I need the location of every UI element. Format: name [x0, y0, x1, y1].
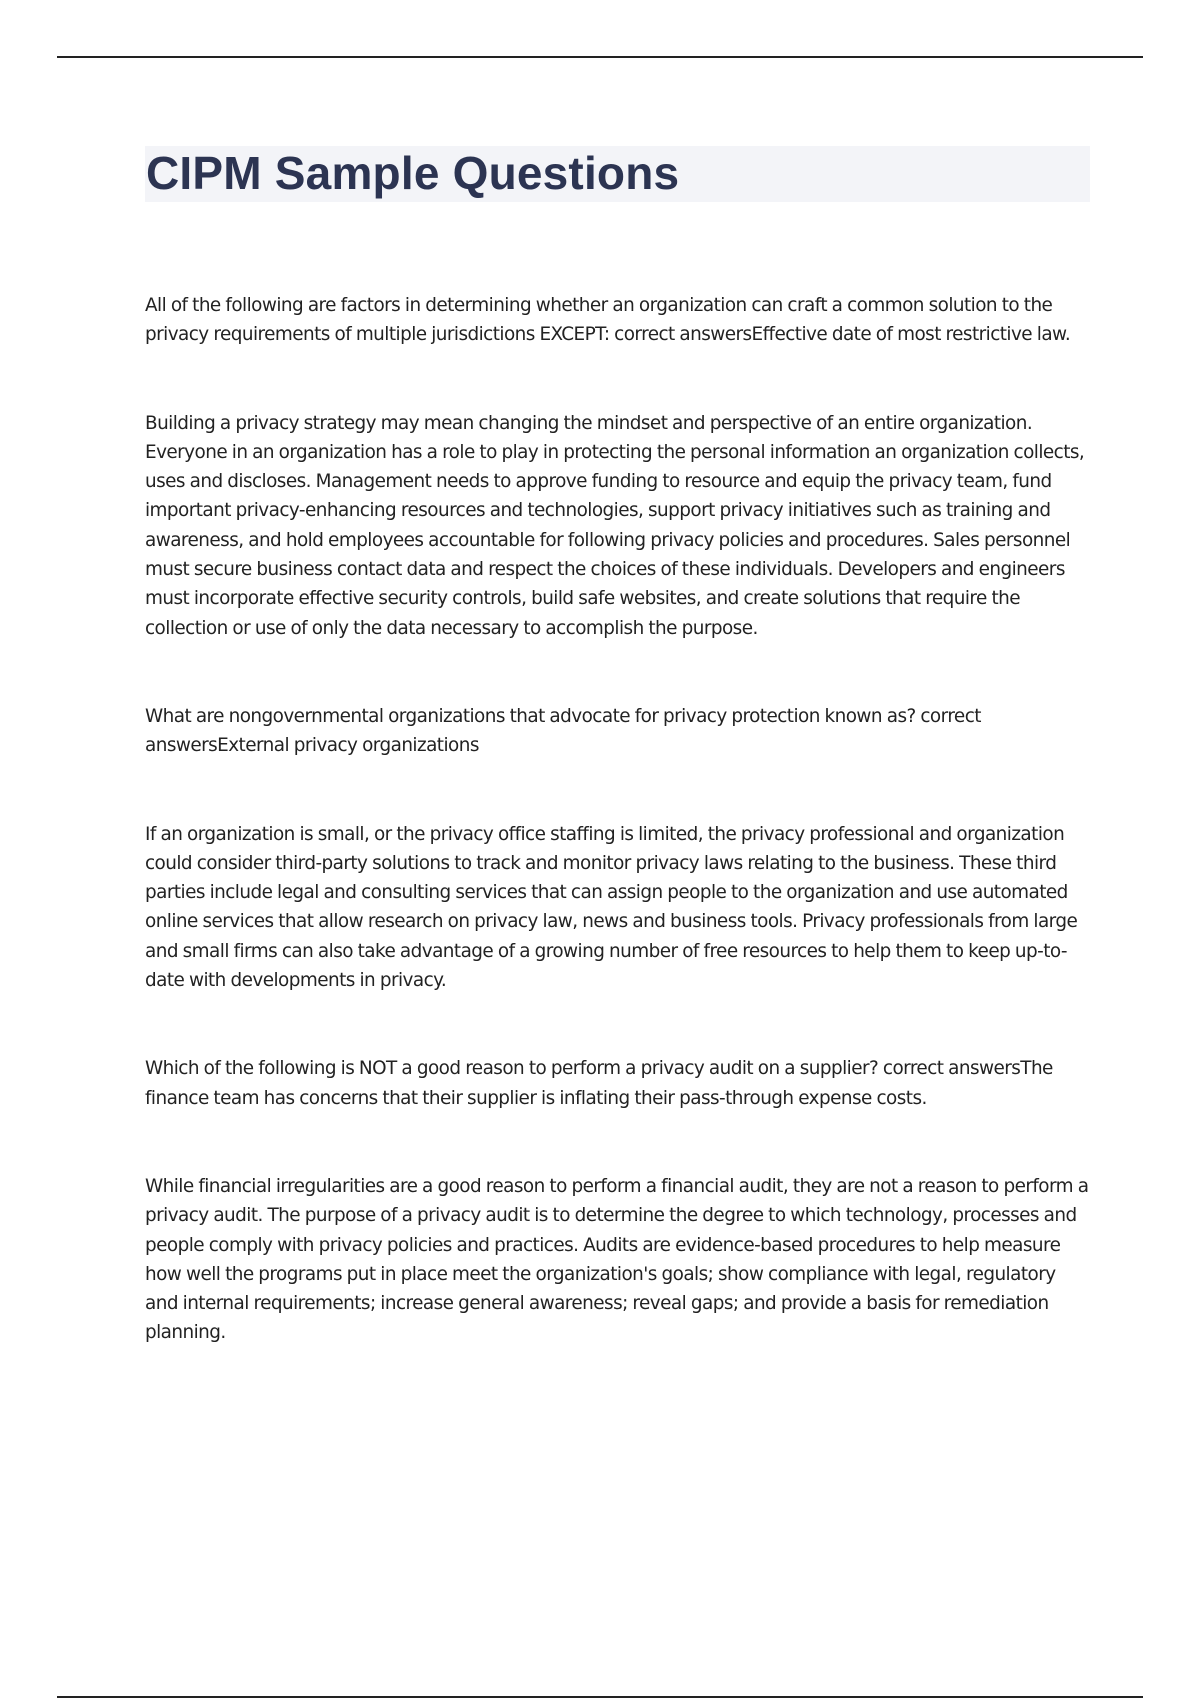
question-paragraph: Which of the following is NOT a good reason to perform a privacy audit on a supplier? correct answersThe finance team has concerns that their supplier is inflating their pass-through expense costs.: [145, 1058, 1053, 1109]
question-paragraph: What are nongovernmental organizations that advocate for privacy protection known as? correct answersExternal privacy organizations: [145, 705, 981, 757]
footer-rule: [57, 1696, 1143, 1698]
explanation-paragraph: Building a privacy strategy may mean changing the mindset and perspective of an entire organization. Everyone in an organization has a role to play in protecting the personal information an organization collects, uses and discloses. Management needs to approve funding to resource and equip the privacy team, fund important privacy-enhancing resources and technologies, support privacy initiatives such as training and awareness, and hold employees accountable for following privacy policies and procedures. Sales personnel must secure business contact data and respect the choices of these individuals. Developers and engineers must incorporate effective security controls, build safe websites, and create solutions that require the collection or use of only the data necessary to accomplish the purpose.: [145, 412, 1085, 639]
question-paragraph: All of the following are factors in determining whether an organization can craft a common solution to the privacy requirements of multiple jurisdictions EXCEPT: correct answersEffective date of most restrictive law.: [145, 295, 1071, 346]
explanation-paragraph: While financial irregularities are a good reason to perform a financial audit, they are not a reason to perform a privacy audit. The purpose of a privacy audit is to determine the degree to which technology, processes and people comply with privacy policies and practices. Audits are evidence-based procedures to help measure how well the programs put in place meet the organization's goals; show compliance with legal, regulatory and internal requirements; increase general awareness; reveal gaps; and provide a basis for remediation planning.: [145, 1175, 1089, 1344]
explanation-paragraph: If an organization is small, or the privacy office staffing is limited, the privacy professional and organization could consider third-party solutions to track and monitor privacy laws relating to the business. These third parties include legal and consulting services that can assign people to the organization and use automated online services that allow research on privacy law, news and business tools. Privacy professionals from large and small firms can also take advantage of a growing number of free resources to help them to keep up-to-date with developments in privacy.: [145, 823, 1078, 992]
document-title: CIPM Sample Questions: [146, 147, 680, 199]
header-rule: [57, 56, 1143, 58]
document-body: [145, 291, 1090, 1407]
